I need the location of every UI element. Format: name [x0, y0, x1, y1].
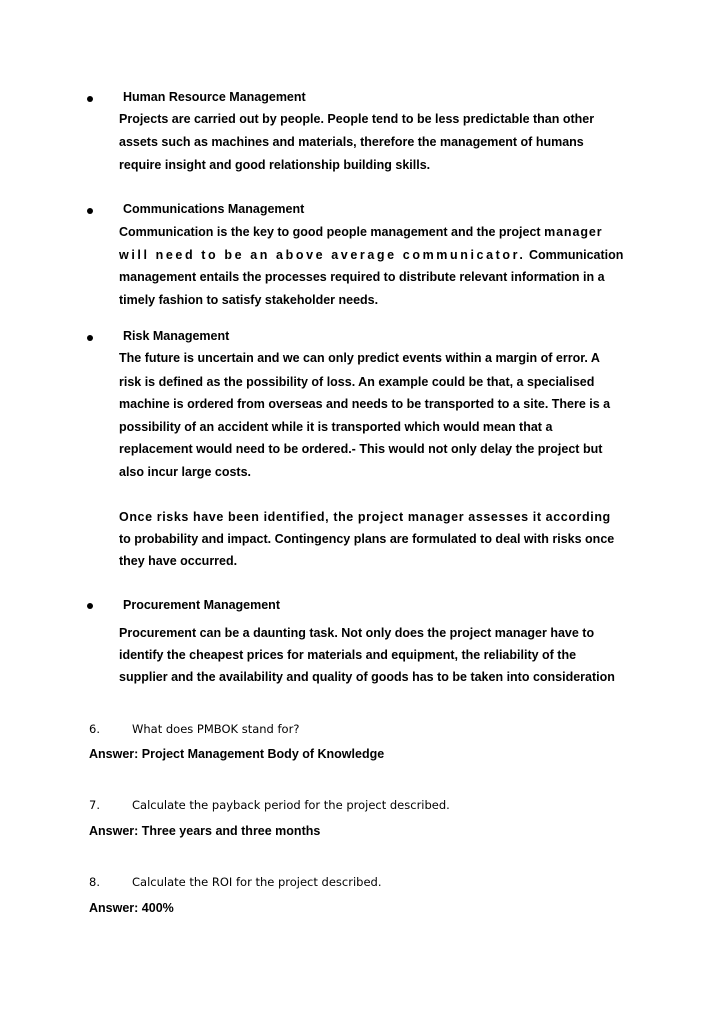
body-line: The future is uncertain and we can only predict events within a margin of error. A [119, 351, 600, 365]
body-line: identify the cheapest prices for materials and equipment, the reliability of the [119, 648, 577, 662]
question-text: Calculate the ROI for the project described. [132, 875, 382, 889]
body-text-spaced: will need to be an above average communicator. [119, 248, 526, 262]
answer-text: Answer: 400% [89, 901, 174, 915]
question-text: What does PMBOK stand for? [132, 722, 300, 736]
body-line: supplier and the availability and quality of goods has to be taken into consideration [119, 670, 615, 684]
body-line [119, 247, 623, 263]
bullet-icon [87, 96, 93, 102]
section-heading: Human Resource Management [123, 90, 306, 104]
answer-text: Answer: Three years and three months [89, 824, 321, 838]
question-number: 8. [89, 875, 100, 889]
body-text: Communication is the key to good people management and the project [119, 225, 545, 239]
bullet-icon [87, 335, 93, 341]
body-line: also incur large costs. [119, 465, 251, 479]
body-line: replacement would need to be ordered.- This would not only delay the project but [119, 442, 603, 456]
section-heading: Communications Management [123, 202, 305, 216]
body-line: they have occurred. [119, 554, 238, 568]
bullet-icon [87, 603, 93, 609]
body-line: Once risks have been identified, the project manager assesses it according [119, 510, 611, 524]
body-line: assets such as machines and materials, therefore the management of humans [119, 135, 584, 149]
body-text: Communication [525, 248, 624, 262]
body-line: Projects are carried out by people. People tend to be less predictable than other [119, 112, 595, 126]
body-line: management entails the processes required to distribute relevant information in a [119, 270, 605, 284]
question-number: 6. [89, 722, 100, 736]
bullet-icon [87, 208, 93, 214]
answer-text: Answer: Project Management Body of Knowledge [89, 747, 385, 761]
body-line: possibility of an accident while it is transported which would mean that a [119, 420, 553, 434]
section-heading: Procurement Management [123, 598, 280, 612]
question-number: 7. [89, 798, 100, 812]
body-line: timely fashion to satisfy stakeholder needs. [119, 293, 379, 307]
body-line: to probability and impact. Contingency plans are formulated to deal with risks once [119, 532, 615, 546]
body-line: Procurement can be a daunting task. Not only does the project manager have to [119, 626, 595, 640]
body-line: risk is defined as the possibility of loss. An example could be that, a specialised [119, 375, 595, 389]
body-text-spaced: manager [544, 225, 603, 239]
question-text: Calculate the payback period for the project described. [132, 798, 450, 812]
section-heading: Risk Management [123, 329, 230, 343]
body-line [119, 224, 602, 240]
body-line: machine is ordered from overseas and needs to be transported to a site. There is a [119, 397, 611, 411]
body-line: require insight and good relationship building skills. [119, 158, 431, 172]
